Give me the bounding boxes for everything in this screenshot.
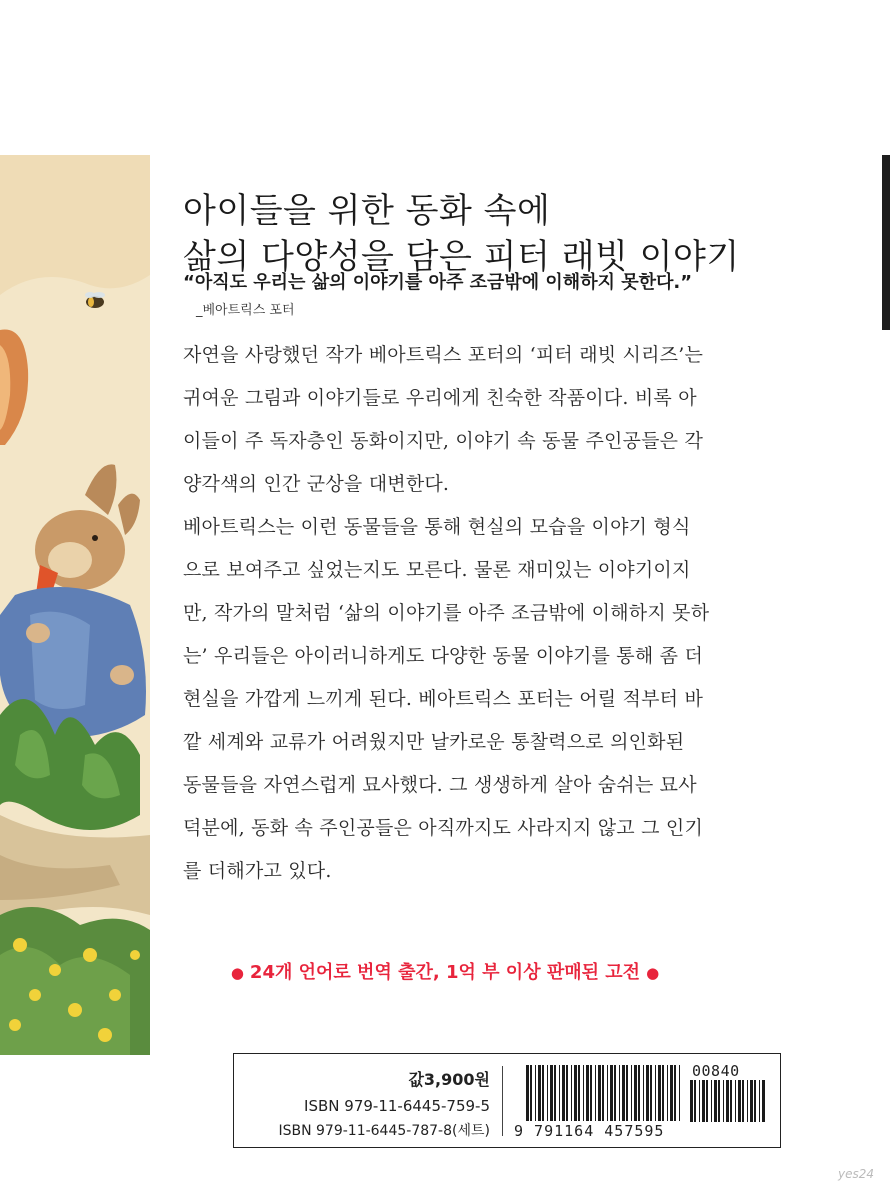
body-line: 귀여운 그림과 이야기들로 우리에게 친숙한 작품이다. 비록 아 <box>183 387 697 409</box>
body-line: 동물들을 자연스럽게 묘사했다. 그 생생하게 살아 숨쉬는 묘사 <box>183 774 697 796</box>
watermark: yes24 <box>838 1167 875 1181</box>
body-line: 양각색의 인간 군상을 대변한다. <box>183 473 450 495</box>
bullet-dot-icon: ● <box>646 964 660 982</box>
body-line: 현실을 가깝게 느끼게 된다. 베아트릭스 포터는 어릴 적부터 바 <box>183 688 704 710</box>
body-line: 이들이 주 독자층인 동화이지만, 이야기 속 동물 주인공들은 각 <box>183 430 704 452</box>
barcode <box>514 1060 774 1142</box>
body-line: 으로 보여주고 싶었는지도 모른다. 물론 재미있는 이야기이지 <box>183 559 691 581</box>
side-tab-bar <box>882 155 890 330</box>
isbn-set: ISBN 979-11-6445-787-8(세트) <box>278 1123 490 1139</box>
peter-rabbit-illustration <box>0 155 150 1055</box>
body-line: 는’ 우리들은 아이러니하게도 다양한 동물 이야기를 통해 좀 더 <box>183 645 704 667</box>
bullet-dot-icon: ● <box>230 964 244 982</box>
highlight-tagline <box>0 958 890 984</box>
highlight-text: 24개 언어로 번역 출간, 1억 부 이상 판매된 고전 <box>249 962 641 983</box>
barcode-addon-number: 00840 <box>692 1062 740 1080</box>
barcode-addon-bars <box>690 1080 768 1122</box>
price-label: 값3,900원 <box>408 1070 490 1089</box>
body-line: 깥 세계와 교류가 어려웠지만 날카로운 통찰력으로 의인화된 <box>183 731 685 753</box>
headline-line-2: 삶의 다양성을 담은 피터 래빗 이야기 <box>183 236 740 277</box>
price-isbn-box <box>233 1053 781 1148</box>
bee-icon <box>85 292 105 308</box>
quote-text: “아직도 우리는 삶의 이야기를 아주 조금밖에 이해하지 못한다.” <box>183 272 693 293</box>
body-line: 만, 작가의 말처럼 ‘삶의 이야기를 아주 조금밖에 이해하지 못하 <box>183 602 710 624</box>
body-line: 자연을 사랑했던 작가 베아트릭스 포터의 ‘피터 래빗 시리즈’는 <box>183 344 704 366</box>
body-line: 베아트릭스는 이런 동물들을 통해 현실의 모습을 이야기 형식 <box>183 516 691 538</box>
body-line: 를 더해가고 있다. <box>183 860 332 882</box>
isbn-single: ISBN 979-11-6445-759-5 <box>304 1097 490 1115</box>
barcode-number: 9 791164 457595 <box>514 1122 665 1140</box>
body-line: 덕분에, 동화 속 주인공들은 아직까지도 사라지지 않고 그 인기 <box>183 817 704 839</box>
barcode-bars <box>526 1065 686 1121</box>
box-divider <box>502 1066 503 1136</box>
quote-attribution: _베아트릭스 포터 <box>196 303 295 318</box>
headline-line-1: 아이들을 위한 동화 속에 <box>183 190 551 231</box>
